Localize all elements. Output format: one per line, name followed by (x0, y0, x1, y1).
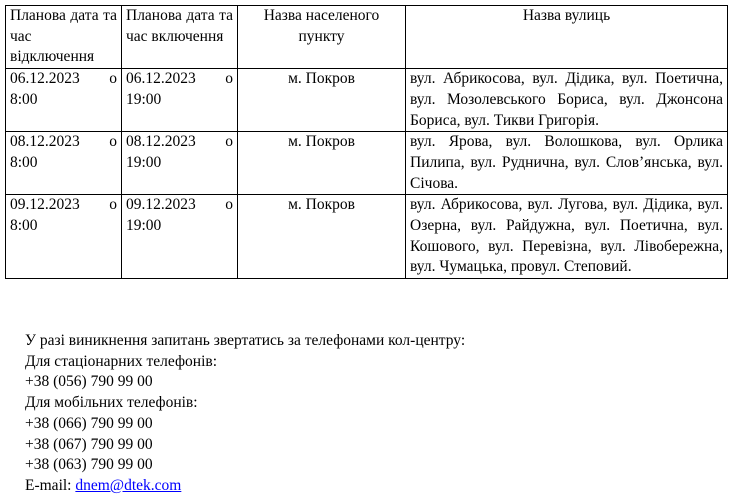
header-streets: Назва вулиць (406, 6, 728, 69)
cell-streets: вул. Ярова, вул. Волошкова, вул. Орлика Пилипа, вул. Руднична, вул. Слов’янська, вул. Січова. (406, 132, 728, 195)
cell-streets: вул. Абрикосова, вул. Лугова, вул. Дідика, вул. Озерна, вул. Райдужна, вул. Поетична, вул. Кошового, вул. Перевізна, вул. Лівобережна, вул. Чумацька, провул. Степовий. (406, 195, 728, 279)
cell-locality: м. Покров (238, 69, 406, 132)
header-on-time: Планова дата та час включення (122, 6, 238, 69)
cell-streets: вул. Абрикосова, вул. Дідика, вул. Поетична, вул. Мозолевського Бориса, вул. Джонсона Бориса, вул. Тикви Григорія. (406, 69, 728, 132)
table-row (6, 69, 728, 132)
mobile-phone: +38 (066) 790 99 00 (25, 414, 153, 432)
table-header-row (6, 6, 728, 69)
mobile-phone: +38 (067) 790 99 00 (25, 435, 153, 453)
cell-on-time: 08.12.2023 о 19:00 (122, 132, 238, 195)
email-link[interactable]: dnem@dtek.com (75, 476, 182, 494)
cell-on-time: 09.12.2023 о 19:00 (122, 195, 238, 279)
cell-on-time: 06.12.2023 о 19:00 (122, 69, 238, 132)
mobile-label: Для мобільних телефонів: (25, 394, 198, 412)
landline-label: Для стаціонарних телефонів: (25, 352, 218, 370)
header-locality: Назва населеного пункту (238, 6, 406, 69)
cell-off-time: 09.12.2023 о 8:00 (6, 195, 122, 279)
cell-locality: м. Покров (238, 132, 406, 195)
header-off-time: Планова дата та час відключення (6, 6, 122, 69)
landline-phone: +38 (056) 790 99 00 (25, 373, 153, 391)
table-row (6, 132, 728, 195)
cell-off-time: 06.12.2023 о 8:00 (6, 69, 122, 132)
outage-schedule-table (5, 5, 728, 279)
cell-off-time: 08.12.2023 о 8:00 (6, 132, 122, 195)
table-row (6, 195, 728, 279)
mobile-phone: +38 (063) 790 99 00 (25, 456, 153, 474)
email-label: E-mail: (25, 476, 72, 494)
email-line (25, 476, 465, 497)
contacts-intro: У разі виникнення запитань звертатись за телефонами кол-центру: (25, 332, 466, 349)
cell-locality: м. Покров (238, 195, 406, 279)
contacts-block (25, 331, 465, 497)
